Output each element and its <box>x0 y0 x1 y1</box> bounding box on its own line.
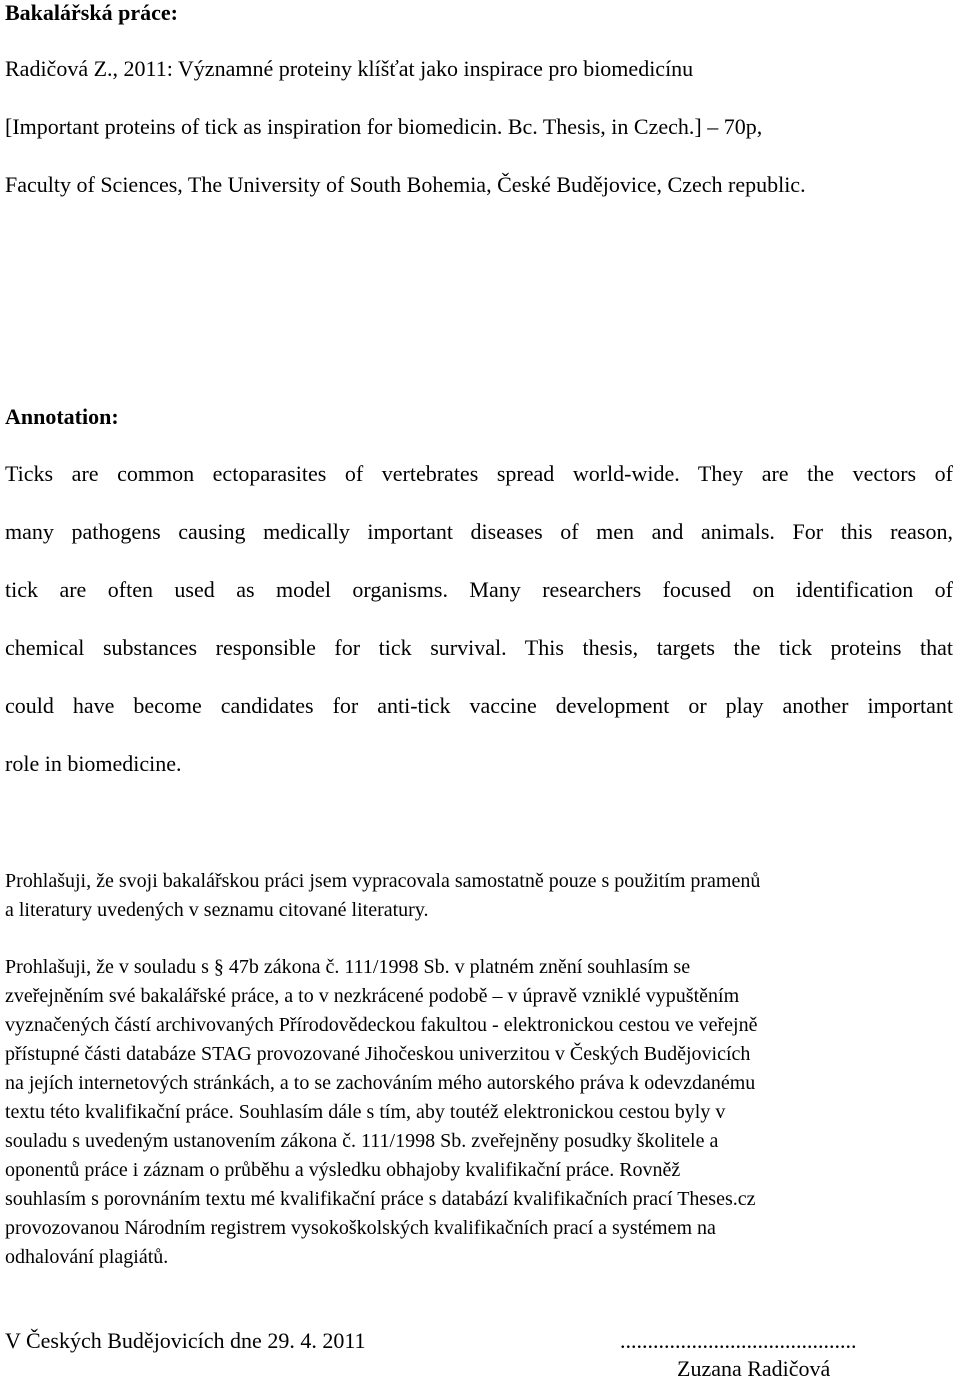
declaration-line: provozovanou Národním registrem vysokoškolských kvalifikačních prací a systémem na <box>5 1217 716 1239</box>
annotation-line: Ticks are common ectoparasites of vertebrates spread world-wide. They are the vectors of <box>5 461 953 486</box>
declaration-line: textu této kvalifikační práce. Souhlasím dále s tím, aby toutéž elektronickou cestou byly v <box>5 1101 726 1123</box>
citation-line: [Important proteins of tick as inspiration for biomedicin. Bc. Thesis, in Czech.] – 70p, <box>5 114 763 139</box>
declaration-line: vyznačených částí archivovaných Přírodovědeckou fakultou - elektronickou cestou ve veřejně <box>5 1014 758 1036</box>
signature-name: Zuzana Radičová <box>677 1356 831 1381</box>
declaration-originality <box>5 870 760 928</box>
thesis-heading: Bakalářská práce: <box>5 0 178 25</box>
signature-line: ........................................... <box>620 1328 857 1353</box>
declaration-line: Prohlašuji, že svoji bakalářskou práci jsem vypracovala samostatně pouze s použitím pramenů <box>5 870 761 892</box>
place-and-date: V Českých Budějovicích dne 29. 4. 2011 <box>5 1328 366 1353</box>
declaration-line: zveřejněním své bakalářské práce, a to v nezkrácené podobě – v úpravě vzniklé vypuštěním <box>5 985 740 1007</box>
citation-line: Radičová Z., 2011: Významné proteiny klíšťat jako inspirace pro biomedicínu <box>5 56 694 81</box>
annotation-body <box>5 463 953 811</box>
annotation-line: tick are often used as model organisms. Many researchers focused on identification of <box>5 577 953 602</box>
declaration-publication <box>5 956 757 1275</box>
declaration-line: Prohlašuji, že v souladu s § 47b zákona č. 111/1998 Sb. v platném znění souhlasím se <box>5 956 691 978</box>
citation-line: Faculty of Sciences, The University of South Bohemia, České Budějovice, Czech republic. <box>5 172 806 197</box>
thesis-citation <box>5 58 806 232</box>
annotation-heading: Annotation: <box>5 404 119 429</box>
declaration-line: oponentů práce i záznam o průběhu a výsledku obhajoby kvalifikační práce. Rovněž <box>5 1159 681 1181</box>
declaration-line: souladu s uvedeným ustanovením zákona č. 111/1998 Sb. zveřejněny posudky školitele a <box>5 1130 719 1152</box>
annotation-line: role in biomedicine. <box>5 751 182 776</box>
annotation-line: could have become candidates for anti-tick vaccine development or play another important <box>5 693 953 718</box>
annotation-line: many pathogens causing medically important diseases of men and animals. For this reason, <box>5 519 953 544</box>
declaration-line: odhalování plagiátů. <box>5 1246 169 1268</box>
declaration-line: na jejích internetových stránkách, a to se zachováním mého autorského práva k odevzdanému <box>5 1072 756 1094</box>
declaration-line: přístupné části databáze STAG provozované Jihočeskou univerzitou v Českých Budějovicích <box>5 1043 751 1065</box>
annotation-line: chemical substances responsible for tick survival. This thesis, targets the tick proteins that <box>5 635 953 660</box>
declaration-line: souhlasím s porovnáním textu mé kvalifikační práce s databází kvalifikačních prací Theses.cz <box>5 1188 756 1210</box>
declaration-line: a literatury uvedených v seznamu citované literatury. <box>5 899 429 921</box>
